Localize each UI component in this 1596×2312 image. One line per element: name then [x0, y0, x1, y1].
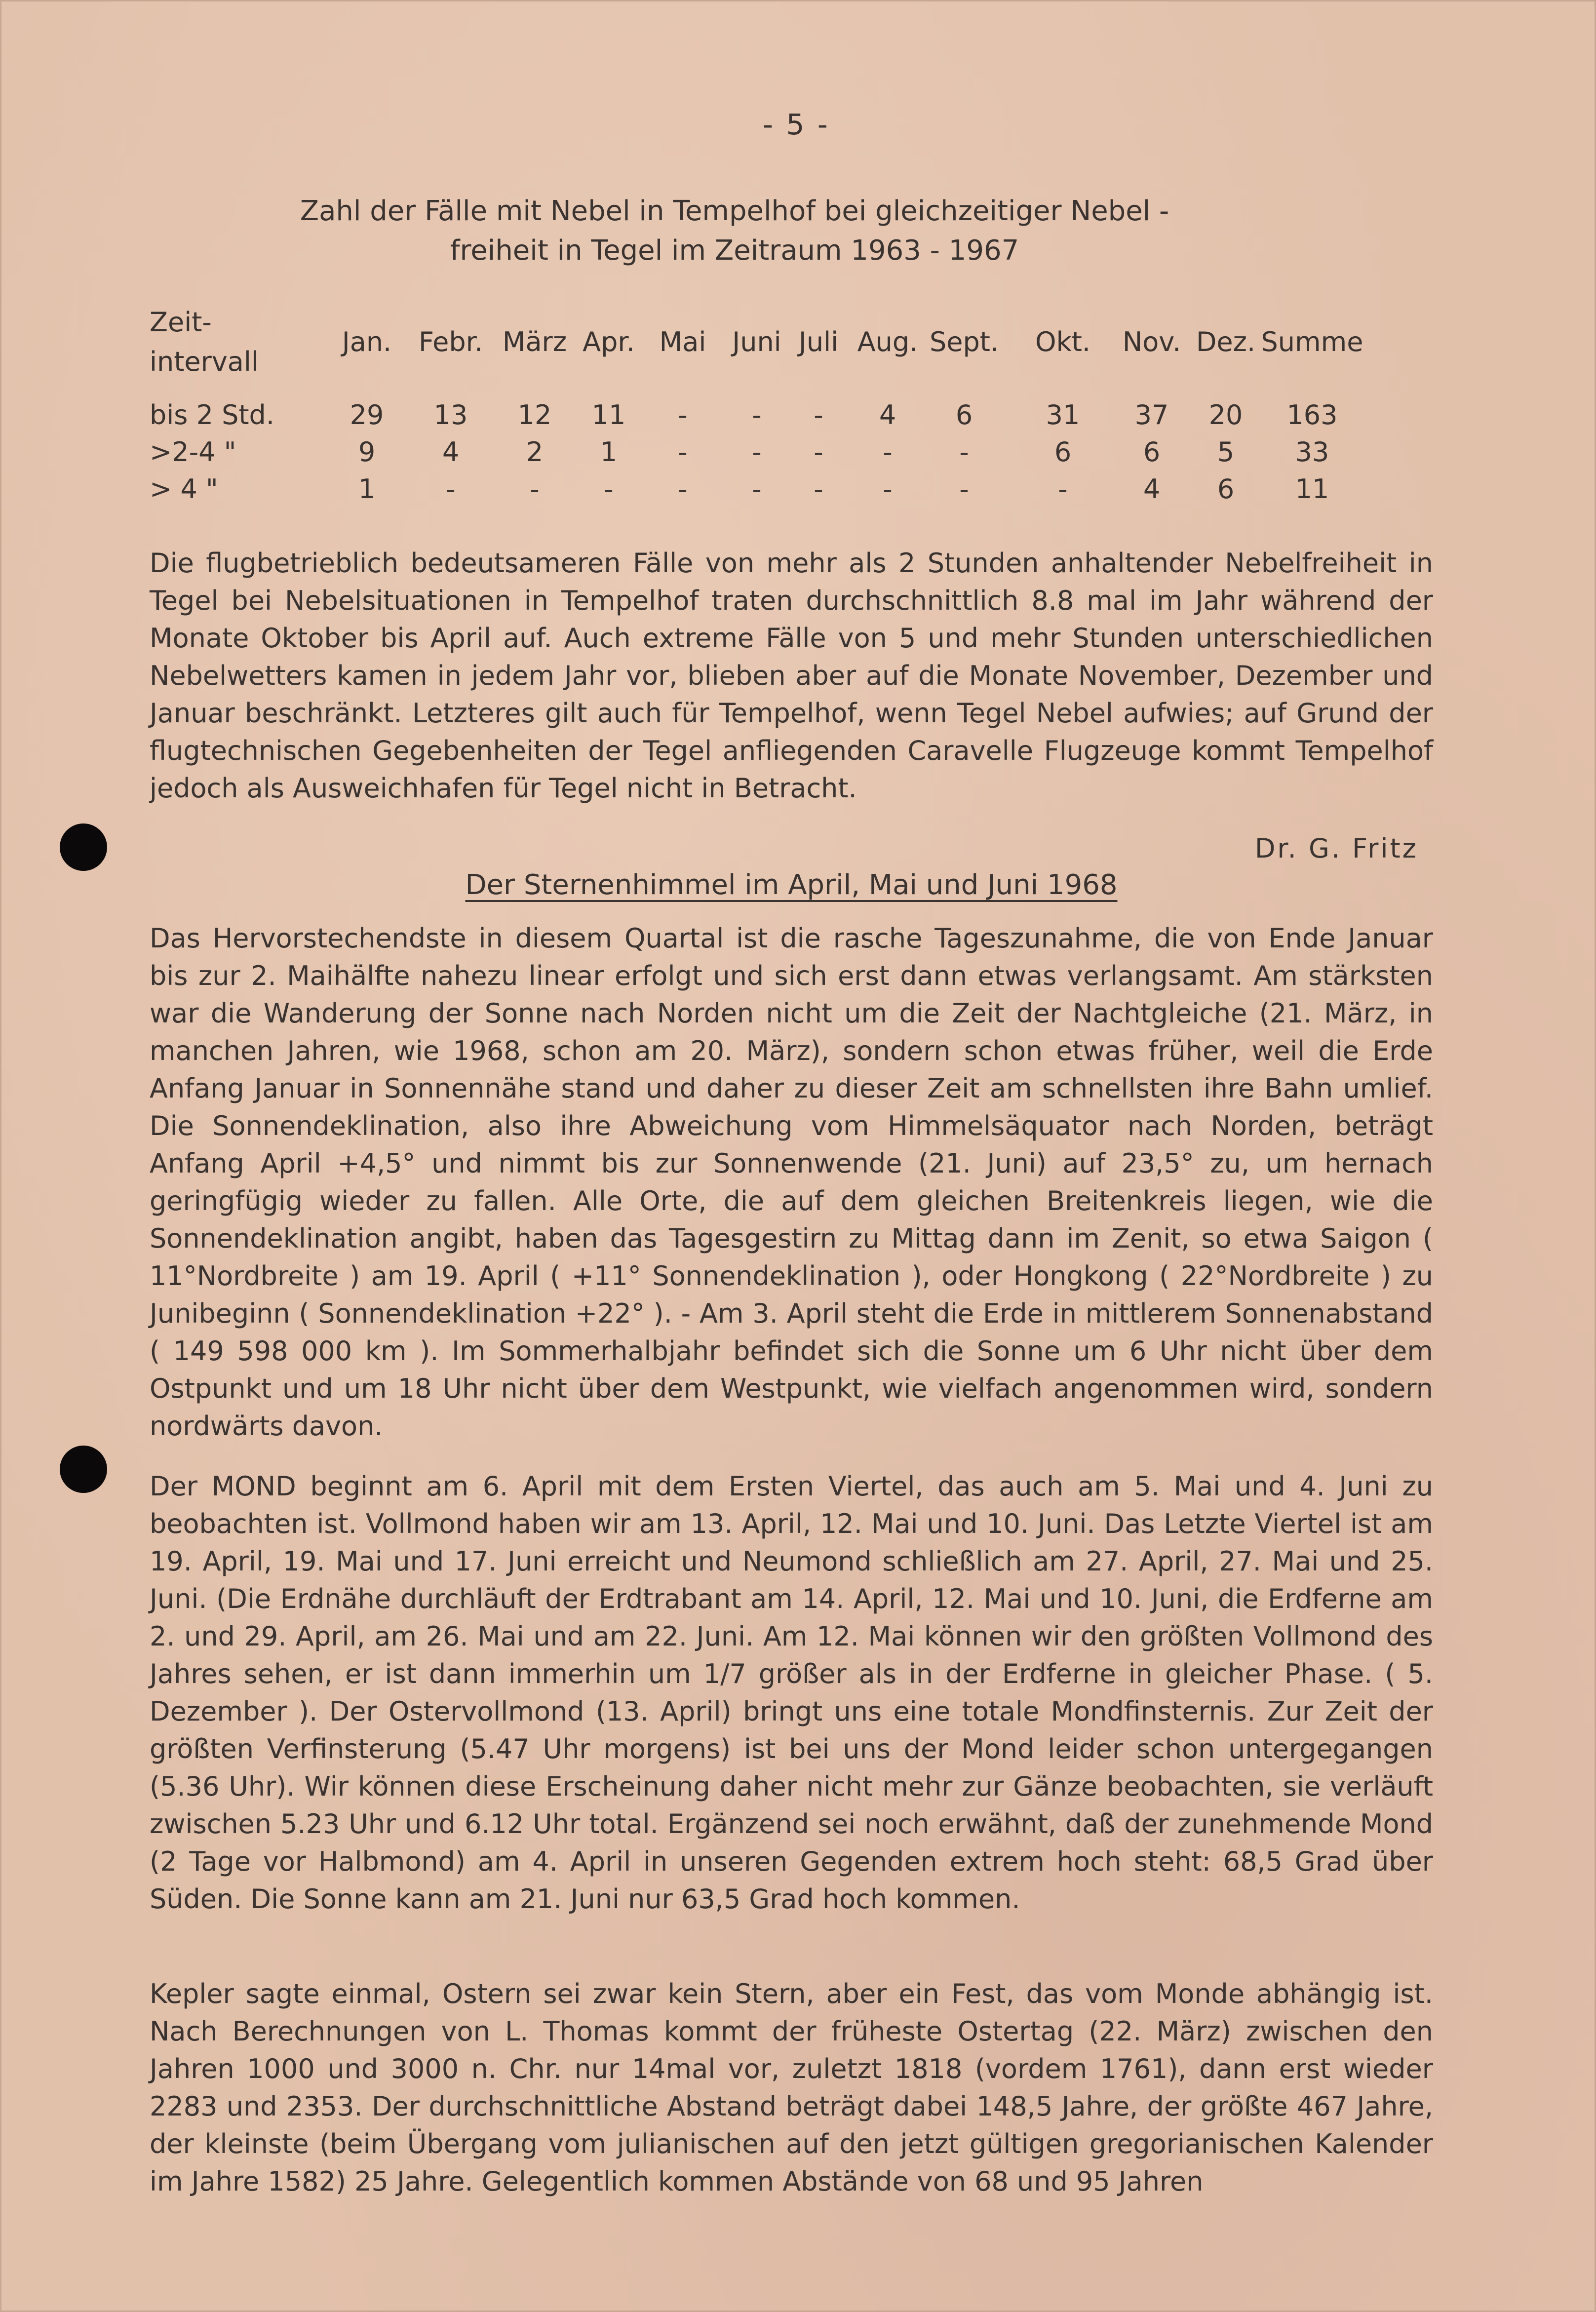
table-cell: - [814, 436, 823, 468]
table-cell: 20 [1208, 399, 1243, 431]
paragraph-fog-summary [150, 545, 1433, 807]
table-cell: 11 [1295, 473, 1329, 505]
column-header: Febr. [418, 326, 483, 357]
table-cell: 6 [1143, 436, 1161, 468]
paragraph-daylight [150, 920, 1433, 1445]
column-header: Apr. [583, 326, 635, 357]
table-cell: - [678, 399, 688, 431]
table-row [150, 433, 1463, 470]
table-cell: 4 [442, 436, 460, 468]
punch-hole-bottom [60, 1446, 107, 1493]
column-header: Juli [798, 326, 839, 357]
table-cell: 6 [1054, 436, 1072, 468]
table-cell: 4 [879, 399, 896, 431]
table-cell: 6 [955, 399, 973, 431]
paragraph-moon [150, 1468, 1433, 1918]
table-cell: 2 [526, 436, 544, 468]
column-header: Jan. [342, 326, 392, 357]
table-cell: 13 [433, 399, 468, 431]
table-cell: 163 [1286, 399, 1338, 431]
table-cell: - [446, 473, 456, 505]
column-header: Aug. [857, 326, 918, 357]
table-title-line-2: freiheit in Tegel im Zeitraum 1963 - 1967 [450, 235, 1019, 267]
paragraph-1-text: Die flugbetrieblich bedeutsameren Fälle von mehr als 2 Stunden anhaltender Nebelfreiheit in Tegel bei Nebelsituationen in Tempelhof traten durchschnittlich 8.8 mal im Jahr während der Monate Oktober bis April auf. Auch extreme Fälle von 5 und mehr Stunden unterschiedlichen Nebelwetters kamen in jedem Jahr vor, blieben aber auf die Monate November, Dezember und Januar beschränkt. Letzteres gilt auch für Tempelhof, wenn Tegel Nebel aufwies; auf Grund der flugtechnischen Gegebenheiten der Tegel anfliegenden Caravelle Flugzeuge kommt Tempelhof jedoch als Ausweichhafen für Tegel nicht in Betracht. [150, 548, 1433, 804]
table-cell: - [752, 473, 762, 505]
paragraph-2-text: Das Hervorstechendste in diesem Quartal ist die rasche Tageszunahme, die von Ende Januar bis zur 2. Maihälfte nahezu linear erfolgt und sich erst dann etwas verlangsamt. Am stärksten war die Wanderung der Sonne nach Norden nicht um die Zeit der Nachtgleiche (21. März, in manchen Jahren, wie 1968, schon am 20. März), sondern schon etwas früher, weil die Erde Anfang Januar in Sonnennähe stand und daher zu dieser Zeit am schnellsten ihre Bahn umlief. Die Sonnendeklination, also ihre Abweichung vom Himmelsäquator nach Norden, beträgt Anfang April +4,5° und nimmt bis zur Sonnenwende (21. Juni) auf 23,5° zu, um hernach geringfügig wieder zu fallen. Alle Orte, die auf dem gleichen Breitenkreis liegen, wie die Sonnendeklination angibt, haben das Tagesgestirn zu Mittag dann im Zenit, so etwa Saigon ( 11°Nordbreite ) am 19. April ( +11° Sonnendeklination ), oder Hongkong ( 22°Nordbreite ) zu Junibeginn ( Sonnendeklination +22° ). - Am 3. April steht die Erde in mittlerem Sonnenabstand ( 149 598 000 km ). Im Sommerhalbjahr befindet sich die Sonne um 6 Uhr nicht über dem Ostpunkt und um 18 Uhr nicht über dem Westpunkt, wie vielfach angenommen wird, sondern nordwärts davon. [150, 923, 1433, 1442]
table-cell: - [814, 399, 823, 431]
fog-table [150, 303, 1463, 508]
column-header: Juni [732, 326, 781, 357]
header-interval-line-1: Zeit- [150, 307, 212, 338]
table-title [150, 192, 1320, 271]
table-cell: - [883, 473, 893, 505]
table-cell: - [814, 473, 823, 505]
table-cell: 1 [600, 436, 618, 468]
table-title-line-1: Zahl der Fälle mit Nebel in Tempelhof bei gleichzeitiger Nebel - [300, 195, 1169, 227]
table-cell: - [752, 436, 762, 468]
table-cell: - [678, 473, 688, 505]
paragraph-easter [150, 1975, 1433, 2200]
table-cell: 12 [517, 399, 552, 431]
column-header: Sept. [929, 326, 999, 357]
table-cell: - [959, 473, 969, 505]
table-cell: 33 [1295, 436, 1329, 468]
column-header: März [502, 326, 567, 357]
table-body [150, 396, 1463, 508]
page-number: - 5 - [763, 108, 830, 141]
column-header: Mai [659, 326, 706, 357]
row-label: >2-4 " [150, 436, 236, 468]
column-header: Okt. [1035, 326, 1091, 357]
header-interval-label [150, 303, 278, 382]
row-label: bis 2 Std. [150, 399, 274, 431]
author-signature: Dr. G. Fritz [1254, 833, 1418, 864]
column-header: Summe [1261, 326, 1363, 357]
column-header: Dez. [1196, 326, 1256, 357]
table-cell: 29 [350, 399, 384, 431]
table-header-row [150, 303, 1463, 382]
header-interval-line-2: intervall [150, 346, 259, 377]
table-cell: - [604, 473, 614, 505]
table-cell: 5 [1217, 436, 1235, 468]
table-cell: 6 [1217, 473, 1235, 505]
table-cell: - [530, 473, 540, 505]
section-heading-text: Der Sternenhimmel im April, Mai und Juni 1968 [465, 869, 1118, 901]
paragraph-3-text: Der MOND beginnt am 6. April mit dem Ersten Viertel, das auch am 5. Mai und 4. Juni zu beobachten ist. Vollmond haben wir am 13. April, 12. Mai und 10. Juni. Das Letzte Viertel ist am 19. April, 19. Mai und 17. Juni erreicht und Neumond schließlich am 27. April, 27. Mai und 25. Juni. (Die Erdnähe durchläuft der Erdtrabant am 14. April, 12. Mai und 10. Juni, die Erdferne am 2. und 29. April, am 26. Mai und am 22. Juni. Am 12. Mai können wir den größten Vollmond des Jahres sehen, er ist dann immerhin um 1/7 größer als in der Erdferne in gleicher Phase. ( 5. Dezember ). Der Ostervollmond (13. April) bringt uns eine totale Mondfinsternis. Zur Zeit der größten Verfinsterung (5.47 Uhr morgens) ist bei uns der Mond leider schon untergegangen (5.36 Uhr). Wir können diese Erscheinung daher nicht mehr zur Gänze beobachten, sie verläuft zwischen 5.23 Uhr und 6.12 Uhr total. Ergänzend sei noch erwähnt, daß der zunehmende Mond (2 Tage vor Halbmond) am 4. April in unseren Gegenden extrem hoch steht: 68,5 Grad über Süden. Die Sonne kann am 21. Juni nur 63,5 Grad hoch kommen. [150, 1471, 1433, 1915]
table-cell: 31 [1046, 399, 1080, 431]
table-cell: 4 [1143, 473, 1161, 505]
table-cell: - [752, 399, 762, 431]
row-label: > 4 " [150, 473, 218, 505]
table-cell: - [959, 436, 969, 468]
table-cell: 9 [358, 436, 376, 468]
table-cell: - [1058, 473, 1068, 505]
table-cell: 1 [358, 473, 376, 505]
table-cell: - [883, 436, 893, 468]
section-heading [451, 866, 1132, 904]
table-row [150, 396, 1463, 433]
table-cell: 11 [591, 399, 626, 431]
table-cell: 37 [1134, 399, 1169, 431]
table-cell: - [678, 436, 688, 468]
column-header: Nov. [1122, 326, 1181, 357]
table-row [150, 470, 1463, 508]
paragraph-4-text: Kepler sagte einmal, Ostern sei zwar kein Stern, aber ein Fest, das vom Monde abhängig ist. Nach Berechnungen von L. Thomas kommt der früheste Ostertag (22. März) zwischen den Jahren 1000 und 3000 n. Chr. nur 14mal vor, zuletzt 1818 (vordem 1761), dann erst wieder 2283 und 2353. Der durchschnittliche Abstand beträgt dabei 148,5 Jahre, der größte 467 Jahre, der kleinste (beim Übergang vom julianischen auf den jetzt gültigen gregorianischen Kalender im Jahre 1582) 25 Jahre. Gelegentlich kommen Abstände von 68 und 95 Jahren [150, 1978, 1433, 2197]
punch-hole-top [60, 823, 107, 871]
